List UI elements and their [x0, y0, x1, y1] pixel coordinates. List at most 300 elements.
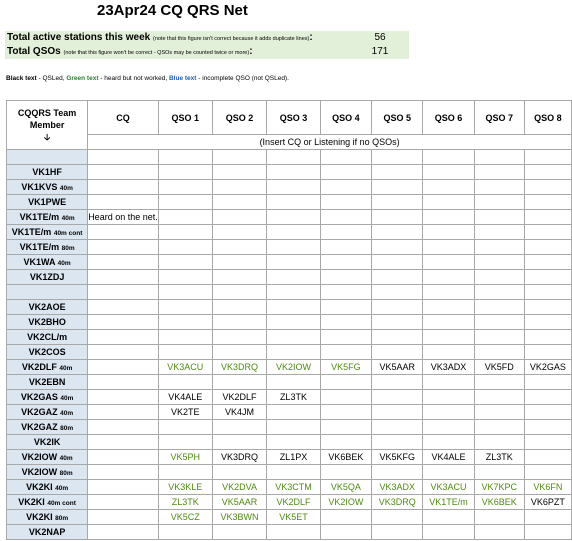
qso-cell[interactable]	[423, 210, 475, 225]
member-cell[interactable]	[7, 330, 88, 345]
member-cell[interactable]	[7, 225, 88, 240]
cq-cell[interactable]	[88, 435, 159, 450]
table-row	[7, 300, 572, 315]
qso-cell[interactable]	[320, 525, 371, 540]
qso-cell[interactable]	[474, 510, 524, 525]
cq-cell[interactable]	[88, 420, 159, 435]
cq-cell[interactable]	[88, 165, 159, 180]
active-value[interactable]: 56	[374, 32, 386, 43]
qso-cell[interactable]	[423, 195, 475, 210]
cq-cell[interactable]	[88, 390, 159, 405]
qso-cell[interactable]	[423, 465, 475, 480]
qso-cell[interactable]	[212, 285, 266, 300]
qso-cell[interactable]: VK4ALE	[158, 390, 212, 405]
qso-cell[interactable]	[158, 300, 212, 315]
qso-cell[interactable]	[158, 315, 212, 330]
qso-cell[interactable]	[320, 150, 371, 165]
qsos-label: Total QSOs	[7, 46, 61, 57]
qso-cell[interactable]: VK1TE/m	[423, 495, 475, 510]
qso-cell[interactable]: VK2DLF	[267, 495, 320, 510]
qso-cell[interactable]: VK5KFG	[372, 450, 423, 465]
qso-cell[interactable]	[158, 165, 212, 180]
qso-cell[interactable]	[320, 165, 371, 180]
qso-cell[interactable]	[423, 165, 475, 180]
table-body	[7, 150, 572, 540]
qso-cell[interactable]	[423, 345, 475, 360]
qso-cell[interactable]	[372, 255, 423, 270]
qso-cell[interactable]: VK3DRQ	[212, 450, 266, 465]
cq-cell[interactable]	[88, 285, 159, 300]
member-band: 40m	[59, 455, 73, 462]
qso-cell[interactable]	[158, 210, 212, 225]
table-row	[7, 195, 572, 210]
qso-cell[interactable]	[267, 315, 320, 330]
qso-cell[interactable]	[158, 180, 212, 195]
qso-cell[interactable]: VK3ADX	[372, 480, 423, 495]
qso-cell[interactable]	[474, 420, 524, 435]
member-callsign: VK1TE/m	[11, 227, 52, 237]
qso-cell[interactable]	[267, 420, 320, 435]
qso-cell[interactable]	[267, 375, 320, 390]
qso-cell[interactable]	[320, 240, 371, 255]
member-cell[interactable]	[7, 255, 88, 270]
qso-cell[interactable]: VK3KLE	[158, 480, 212, 495]
member-callsign: VK2COS	[28, 347, 66, 357]
qso-cell[interactable]	[524, 405, 571, 420]
qso-cell[interactable]	[423, 300, 475, 315]
qso-cell[interactable]: VK5FG	[320, 360, 371, 375]
qso-cell[interactable]	[320, 345, 371, 360]
qso-cell[interactable]	[212, 315, 266, 330]
qso-cell[interactable]: ZL3TK	[267, 390, 320, 405]
qso-cell[interactable]	[423, 510, 475, 525]
qso-cell[interactable]	[267, 285, 320, 300]
qso-cell[interactable]	[267, 195, 320, 210]
qso-cell[interactable]	[524, 420, 571, 435]
qso-cell[interactable]	[474, 315, 524, 330]
cq-cell[interactable]	[88, 315, 159, 330]
qso-cell[interactable]: VK2IOW	[320, 495, 371, 510]
qso-cell[interactable]	[212, 270, 266, 285]
qso-cell[interactable]	[212, 465, 266, 480]
member-cell[interactable]	[7, 480, 88, 495]
member-cell[interactable]	[7, 420, 88, 435]
qso-cell[interactable]: VK6PZT	[524, 495, 571, 510]
qso-cell[interactable]	[212, 210, 266, 225]
qso-cell[interactable]: VK5CZ	[158, 510, 212, 525]
qso-cell[interactable]	[158, 285, 212, 300]
qso-cell[interactable]: VK6BEK	[474, 495, 524, 510]
qso-cell[interactable]	[158, 525, 212, 540]
qso-cell[interactable]	[320, 180, 371, 195]
arrow-down-icon: 🡣	[43, 132, 51, 142]
qso-cell[interactable]: VK2DVA	[212, 480, 266, 495]
qso-cell[interactable]: VK3BWN	[212, 510, 266, 525]
qso4-column-header[interactable]: QSO 4	[320, 101, 371, 135]
qso-cell[interactable]	[524, 450, 571, 465]
qso-cell[interactable]	[212, 435, 266, 450]
qso7-column-header[interactable]: QSO 7	[474, 101, 524, 135]
qso-cell[interactable]	[372, 465, 423, 480]
qso-cell[interactable]	[423, 255, 475, 270]
member-callsign: VK1ZDJ	[29, 272, 65, 282]
cq-cell[interactable]	[88, 375, 159, 390]
qso-cell[interactable]: VK7KPC	[474, 480, 524, 495]
qso-cell[interactable]	[423, 270, 475, 285]
qso-cell[interactable]: VK4JM	[212, 405, 266, 420]
qso-cell[interactable]	[474, 195, 524, 210]
qso-cell[interactable]	[524, 345, 571, 360]
qso-cell[interactable]: ZL3TK	[474, 450, 524, 465]
member-callsign: VK2GAZ	[21, 422, 58, 432]
qso-cell[interactable]	[158, 255, 212, 270]
qso-cell[interactable]	[524, 300, 571, 315]
qso-cell[interactable]	[267, 165, 320, 180]
qso-cell[interactable]	[474, 165, 524, 180]
qso6-column-header[interactable]: QSO 6	[423, 101, 475, 135]
qso-cell[interactable]	[474, 300, 524, 315]
qso-cell[interactable]	[524, 510, 571, 525]
qso-cell[interactable]	[474, 375, 524, 390]
qso3-column-header[interactable]: QSO 3	[267, 101, 320, 135]
qso-cell[interactable]	[474, 330, 524, 345]
qso-cell[interactable]	[524, 180, 571, 195]
member-cell[interactable]	[7, 375, 88, 390]
legend-blue: Blue text	[168, 75, 197, 82]
qso-cell[interactable]	[320, 420, 371, 435]
cq-column-header[interactable]: CQ	[88, 101, 159, 135]
member-cell[interactable]	[7, 180, 88, 195]
qso-cell[interactable]: VK3ACU	[158, 360, 212, 375]
qso-cell[interactable]	[474, 465, 524, 480]
qso-cell[interactable]	[267, 330, 320, 345]
qso-cell[interactable]	[158, 195, 212, 210]
table-row	[7, 255, 572, 270]
qso-cell[interactable]: VK6FN	[524, 480, 571, 495]
member-column-header[interactable]: CQQRS Team Member 🡣	[7, 101, 88, 150]
qso-cell[interactable]	[524, 255, 571, 270]
cq-cell[interactable]	[88, 510, 159, 525]
qso-cell[interactable]	[267, 405, 320, 420]
qso-cell[interactable]: VK5ET	[267, 510, 320, 525]
cq-cell[interactable]	[88, 405, 159, 420]
qso-cell[interactable]	[372, 435, 423, 450]
qso-cell[interactable]	[474, 345, 524, 360]
qso-cell[interactable]	[474, 435, 524, 450]
member-cell[interactable]	[7, 285, 88, 300]
qso-cell[interactable]	[267, 210, 320, 225]
qso-cell[interactable]	[423, 405, 475, 420]
qso-cell[interactable]	[158, 150, 212, 165]
qso-cell[interactable]	[320, 270, 371, 285]
stat-total-qsos	[5, 45, 409, 59]
qso-cell[interactable]	[320, 195, 371, 210]
qso-cell[interactable]	[423, 330, 475, 345]
qso-cell[interactable]	[212, 420, 266, 435]
qso-cell[interactable]	[423, 525, 475, 540]
qso-cell[interactable]	[320, 390, 371, 405]
qso-cell[interactable]	[423, 240, 475, 255]
qso-cell[interactable]	[212, 525, 266, 540]
qso-cell[interactable]	[267, 435, 320, 450]
cq-cell[interactable]	[88, 255, 159, 270]
qso-cell[interactable]	[320, 330, 371, 345]
qso1-column-header[interactable]: QSO 1	[158, 101, 212, 135]
qso-cell[interactable]: VK6BEK	[320, 450, 371, 465]
cq-cell[interactable]	[88, 465, 159, 480]
qso-cell[interactable]	[524, 225, 571, 240]
qso-cell[interactable]	[267, 465, 320, 480]
qso-cell[interactable]	[320, 285, 371, 300]
cq-cell[interactable]	[88, 195, 159, 210]
qso-cell[interactable]	[267, 255, 320, 270]
qso-cell[interactable]	[423, 315, 475, 330]
qso-cell[interactable]	[524, 375, 571, 390]
qso-cell[interactable]	[267, 180, 320, 195]
active-note: (note that this figure isn't correct because it adds duplicate lines)	[152, 36, 310, 42]
qso-cell[interactable]	[212, 150, 266, 165]
qso-cell[interactable]: VK3ACU	[423, 480, 475, 495]
table-row	[7, 330, 572, 345]
note-row	[7, 135, 572, 150]
qso-cell[interactable]: VK5PH	[158, 450, 212, 465]
member-cell[interactable]	[7, 405, 88, 420]
member-cell[interactable]	[7, 165, 88, 180]
qso-cell[interactable]	[372, 405, 423, 420]
qso-cell[interactable]	[524, 165, 571, 180]
member-cell[interactable]	[7, 495, 88, 510]
qso-cell[interactable]	[524, 435, 571, 450]
qso-cell[interactable]	[267, 300, 320, 315]
qso-cell[interactable]	[320, 465, 371, 480]
header-row	[7, 101, 572, 135]
qso-cell[interactable]	[212, 345, 266, 360]
qso-cell[interactable]	[372, 180, 423, 195]
member-cell[interactable]	[7, 525, 88, 540]
qso-cell[interactable]	[320, 405, 371, 420]
cq-cell[interactable]	[88, 480, 159, 495]
member-cell[interactable]	[7, 210, 88, 225]
table-row	[7, 165, 572, 180]
qso-cell[interactable]	[320, 435, 371, 450]
member-cell[interactable]	[7, 345, 88, 360]
member-callsign: VK2KI	[26, 482, 53, 492]
qso-cell[interactable]	[158, 270, 212, 285]
qso-cell[interactable]	[423, 435, 475, 450]
qso-cell[interactable]: VK2IOW	[267, 360, 320, 375]
qso-cell[interactable]	[372, 195, 423, 210]
qso-cell[interactable]	[423, 390, 475, 405]
member-callsign: VK2IOW	[21, 452, 58, 462]
qso-cell[interactable]: ZL1PX	[267, 450, 320, 465]
active-label: Total active stations this week	[7, 32, 151, 43]
qso-cell[interactable]	[423, 420, 475, 435]
qsos-value[interactable]: 171	[371, 46, 389, 57]
qso-cell[interactable]	[212, 375, 266, 390]
qso-cell[interactable]	[267, 270, 320, 285]
member-callsign: VK1HF	[32, 167, 62, 177]
qso-cell[interactable]	[524, 285, 571, 300]
member-cell[interactable]	[7, 315, 88, 330]
qso5-column-header[interactable]: QSO 5	[372, 101, 423, 135]
table-row	[7, 420, 572, 435]
qso-cell[interactable]: VK2GAS	[524, 360, 571, 375]
qso-cell[interactable]	[158, 375, 212, 390]
member-callsign: VK2NAP	[28, 527, 66, 537]
qso-cell[interactable]	[474, 210, 524, 225]
qso-cell[interactable]	[423, 285, 475, 300]
qso-cell[interactable]	[524, 390, 571, 405]
qso-cell[interactable]	[212, 300, 266, 315]
member-cell[interactable]	[7, 360, 88, 375]
qso-cell[interactable]: VK5AAR	[372, 360, 423, 375]
member-cell[interactable]	[7, 465, 88, 480]
qso-cell[interactable]	[158, 435, 212, 450]
qso-cell[interactable]: VK3ADX	[423, 360, 475, 375]
qso-cell[interactable]	[320, 225, 371, 240]
cq-cell[interactable]	[88, 240, 159, 255]
qso-cell[interactable]	[524, 195, 571, 210]
qso-cell[interactable]	[524, 240, 571, 255]
member-cell[interactable]	[7, 450, 88, 465]
qso-cell[interactable]	[212, 195, 266, 210]
qso-cell[interactable]	[158, 330, 212, 345]
qso-cell[interactable]	[372, 315, 423, 330]
qso-cell[interactable]	[474, 270, 524, 285]
qso-cell[interactable]	[158, 225, 212, 240]
cq-cell[interactable]	[88, 270, 159, 285]
member-cell[interactable]	[7, 195, 88, 210]
qso-cell[interactable]	[474, 240, 524, 255]
member-band: 80m	[55, 515, 69, 522]
qso-cell[interactable]	[267, 150, 320, 165]
member-cell[interactable]	[7, 390, 88, 405]
qso-cell[interactable]	[320, 315, 371, 330]
cq-cell[interactable]	[88, 330, 159, 345]
qso-cell[interactable]	[158, 465, 212, 480]
qso-cell[interactable]	[474, 285, 524, 300]
qso-cell[interactable]: VK5AAR	[212, 495, 266, 510]
qso-cell[interactable]	[423, 225, 475, 240]
member-cell[interactable]	[7, 510, 88, 525]
qso-cell[interactable]	[474, 150, 524, 165]
qso-cell[interactable]	[372, 375, 423, 390]
cq-cell[interactable]	[88, 525, 159, 540]
qso-cell[interactable]	[474, 405, 524, 420]
qso-cell[interactable]	[212, 165, 266, 180]
qso-cell[interactable]	[320, 210, 371, 225]
qso-cell[interactable]	[474, 255, 524, 270]
qso8-column-header[interactable]: QSO 8	[524, 101, 571, 135]
qso-cell[interactable]	[474, 180, 524, 195]
qso-cell[interactable]	[212, 330, 266, 345]
qso-cell[interactable]: VK5QA	[320, 480, 371, 495]
qso-cell[interactable]	[212, 255, 266, 270]
member-cell[interactable]	[7, 300, 88, 315]
qso-cell[interactable]	[267, 240, 320, 255]
qso-cell[interactable]	[372, 330, 423, 345]
qso-cell[interactable]	[524, 210, 571, 225]
qso-cell[interactable]	[372, 210, 423, 225]
member-cell[interactable]	[7, 150, 88, 165]
qso-cell[interactable]	[212, 180, 266, 195]
member-cell[interactable]	[7, 240, 88, 255]
qso-cell[interactable]: VK4ALE	[423, 450, 475, 465]
qso-cell[interactable]	[524, 330, 571, 345]
table-row	[7, 150, 572, 165]
qso-cell[interactable]	[474, 390, 524, 405]
qso-cell[interactable]: VK2DLF	[212, 390, 266, 405]
qso-cell[interactable]	[267, 225, 320, 240]
qso-cell[interactable]	[524, 465, 571, 480]
qso-cell[interactable]	[320, 375, 371, 390]
table-row	[7, 315, 572, 330]
qso-cell[interactable]	[423, 150, 475, 165]
qso-cell[interactable]	[372, 225, 423, 240]
qso-cell[interactable]	[158, 345, 212, 360]
qso-cell[interactable]	[372, 165, 423, 180]
qso-cell[interactable]: VK3CTM	[267, 480, 320, 495]
cq-cell[interactable]	[88, 180, 159, 195]
legend-green: Green text	[66, 75, 99, 82]
qso-cell[interactable]	[372, 150, 423, 165]
qso-cell[interactable]	[524, 315, 571, 330]
qso-cell[interactable]	[212, 225, 266, 240]
qso-cell[interactable]	[372, 420, 423, 435]
cq-cell[interactable]	[88, 345, 159, 360]
member-cell[interactable]	[7, 270, 88, 285]
cq-cell[interactable]	[88, 360, 159, 375]
cq-cell[interactable]	[88, 150, 159, 165]
qso-cell[interactable]	[372, 345, 423, 360]
qso-cell[interactable]	[474, 225, 524, 240]
qso-cell[interactable]	[524, 525, 571, 540]
qso-cell[interactable]	[212, 240, 266, 255]
qso-cell[interactable]	[372, 270, 423, 285]
qso-cell[interactable]	[372, 525, 423, 540]
qso-cell[interactable]: VK3DRQ	[212, 360, 266, 375]
cq-cell[interactable]	[88, 495, 159, 510]
qso-cell[interactable]	[423, 180, 475, 195]
cq-cell[interactable]	[88, 225, 159, 240]
qso-cell[interactable]	[320, 255, 371, 270]
qso-cell[interactable]	[372, 390, 423, 405]
qso-cell[interactable]	[474, 525, 524, 540]
cq-cell[interactable]	[88, 300, 159, 315]
qso-cell[interactable]	[372, 240, 423, 255]
qso-cell[interactable]: VK2TE	[158, 405, 212, 420]
qso-cell[interactable]	[320, 510, 371, 525]
qso-cell[interactable]	[158, 420, 212, 435]
qso2-column-header[interactable]: QSO 2	[212, 101, 266, 135]
qso-cell[interactable]	[158, 240, 212, 255]
qso-cell[interactable]	[423, 375, 475, 390]
qso-cell[interactable]	[267, 345, 320, 360]
qso-cell[interactable]	[267, 525, 320, 540]
qso-cell[interactable]: VK3DRQ	[372, 495, 423, 510]
qso-cell[interactable]	[372, 300, 423, 315]
member-cell[interactable]	[7, 435, 88, 450]
qso-cell[interactable]: ZL3TK	[158, 495, 212, 510]
qso-cell[interactable]: VK5FD	[474, 360, 524, 375]
qso-cell[interactable]	[372, 285, 423, 300]
qso-cell[interactable]	[524, 270, 571, 285]
qso-cell[interactable]	[524, 150, 571, 165]
cq-cell[interactable]	[88, 450, 159, 465]
cq-cell[interactable]: Heard on the net.	[88, 210, 159, 225]
qso-cell[interactable]	[372, 510, 423, 525]
qso-cell[interactable]	[320, 300, 371, 315]
